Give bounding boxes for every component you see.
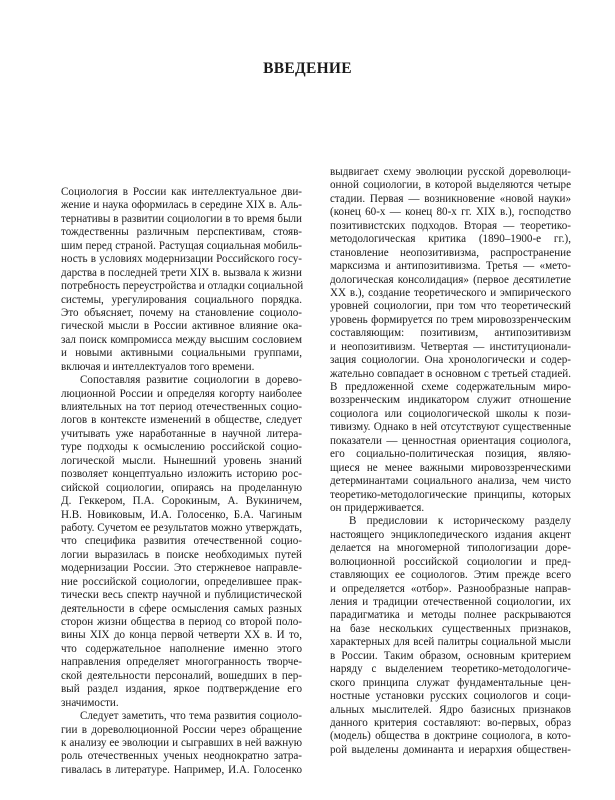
- text-line: альных мыслителей. Ядро базисных признаков: [330, 703, 571, 716]
- text-line: работу. Сучетом ее результатов можно утверждать,: [61, 521, 302, 534]
- page-title: ВВЕДЕНИЕ: [263, 60, 352, 77]
- text-line: и неопозитивизм. Четвертая — институционали-: [330, 340, 571, 353]
- text-line: к анализу ее эволюции и сыгравших в ней важную: [61, 736, 302, 749]
- text-line: теоретико-методологические принципы, которых: [330, 488, 571, 501]
- text-line: детерминантами социального анализа, чем чисто: [330, 475, 571, 488]
- text-line: парадигматика и методы полнее раскрываются: [330, 609, 571, 622]
- text-line: вый раздел издания, яркое подтверждение его: [61, 683, 302, 696]
- text-line: щиеся не менее важными мировоззренческими: [330, 461, 571, 474]
- paragraph-start-line: В предисловии к историческому разделу: [349, 515, 571, 528]
- text-line: позитивистских подходов. Вторая — теоретико-: [330, 219, 571, 232]
- text-line: рой выделены доминанта и иерархия обществен-: [330, 743, 571, 756]
- text-line: сторон жизни общества в период со второй поло-: [61, 616, 302, 628]
- text-line: деятельности в сфере осмысления самых разных: [61, 602, 302, 615]
- text-line: влиятельных на тот период отечественных социо-: [61, 401, 302, 413]
- text-line: составляющим: позитивизм, антипозитивизм: [330, 327, 571, 340]
- text-line: характерных для всей палитры социальной мысли: [330, 636, 571, 649]
- text-line: сийской социологии, опираясь на проделанную: [61, 481, 302, 494]
- text-line: модернизации России. Это стержневое направле-: [61, 562, 302, 575]
- text-line: гической мысли в России активное влияние ока-: [61, 320, 302, 333]
- text-line: логов в контексте изменений в обществе, следует: [61, 414, 302, 427]
- text-line: что специфика развития отечественной социо-: [61, 535, 302, 548]
- text-line: Д. Геккером, П.А. Сорокиным, А. Вукиничем,: [61, 495, 302, 508]
- text-line: марксизма и антипозитивизма. Третья — «мето-: [330, 260, 571, 273]
- text-line: наряду с выделением теоретико-методологиче-: [330, 663, 571, 676]
- text-line: логии выразилась в поиске необходимых путей: [61, 548, 302, 561]
- text-line: системы, урегулирования социального порядка.: [61, 293, 302, 306]
- text-line: в России. Таким образом, основным критерием: [330, 649, 571, 662]
- text-line: туре подходы к осмыслению российской социо-: [61, 441, 302, 454]
- text-line: роль отечественных ученых неоднократно затра-: [61, 750, 302, 763]
- text-line: позволяет концептуально изложить историю рос-: [61, 468, 302, 481]
- text-line: и новыми активными социальными группами,: [61, 347, 302, 360]
- text-line: стадии. Первая — возникновение «новой науки»: [330, 192, 571, 205]
- text-line: гии в дореволюционной России через обращение: [61, 723, 302, 736]
- text-line: логической мысли. Нынешний уровень знаний: [61, 454, 302, 467]
- text-line: жательно совпадает в основном с третьей стадией.: [330, 367, 571, 380]
- text-line: ность в условиях модернизации Российского госу-: [61, 253, 302, 266]
- text-line: уровень формируется по трем мировоззренческим: [330, 313, 571, 326]
- text-line: что содержательное наполнение именно этого: [61, 642, 302, 655]
- paragraph-start-line: Следует заметить, что тема развития социоло-: [80, 710, 302, 723]
- text-line: В предложенной схеме содержательным миро-: [330, 381, 571, 393]
- text-line: вины XIX до конца первой четверти XX в. И то,: [61, 629, 302, 642]
- text-line: направления определяет многогранность творче-: [61, 656, 302, 669]
- text-line: ления и традиции отечественной социологии, их: [330, 596, 571, 608]
- text-line: (модель) общества в доктрине социолога, в кото-: [330, 730, 571, 743]
- text-line: гивалась в литературе. Например, И.А. Голосенко: [61, 763, 302, 776]
- text-line: Это объясняет, почему на становление социоло-: [61, 306, 302, 319]
- text-line: потребность переустройства и отладки социальной: [61, 280, 304, 293]
- left-text-column: [61, 186, 302, 777]
- text-line: включая и интеллектуалов того времени.: [61, 360, 255, 373]
- text-line: онной социологии, в которой выделяются четыре: [330, 179, 571, 192]
- text-line: на базе нескольких существенных признаков,: [330, 622, 571, 635]
- text-line: XX в.), создание теоретического и эмпирического: [330, 286, 571, 299]
- right-text-column: [330, 166, 571, 757]
- text-line: методологическая критика (1890–1900-е гг.),: [330, 233, 571, 246]
- text-line: значимости.: [61, 696, 119, 709]
- text-line: люционной России и определяя когорту наиболее: [61, 387, 302, 400]
- text-line: тически весь спектр научной и публицистической: [61, 589, 302, 602]
- text-line: ставляющих ее социологов. Этим прежде всего: [330, 569, 571, 582]
- text-line: он придерживается.: [330, 501, 425, 514]
- text-line: социолога или социологической школы к пози-: [330, 407, 571, 420]
- text-line: его социально-политическая позиция, являю-: [330, 448, 571, 461]
- text-line: Социология в России как интеллектуальное дви-: [61, 186, 302, 198]
- text-line: выдвигает схему эволюции русской дореволюци-: [330, 166, 571, 178]
- text-line: жение и наука оформилась в середине XIX в. Аль-: [61, 199, 302, 212]
- text-line: ского принципа служат фундаментальные цен-: [330, 676, 571, 689]
- text-line: (конец 60-х — конец 80-х гг. XIX в.), господство: [330, 206, 571, 219]
- text-line: зал поиск компромисса между высшим сословием: [61, 333, 302, 346]
- paragraph-start-line: Сопоставляя развитие социологии в дорево-: [80, 374, 302, 387]
- text-line: и определяется «отбор». Разнообразные направ-: [330, 582, 571, 595]
- text-line: данного критерия составляют: во-первых, образ: [330, 716, 571, 729]
- text-line: уровней социологии, при том что теоретический: [330, 300, 571, 313]
- text-line: дологическая консолидация» (первое десятилетие: [330, 273, 571, 286]
- text-line: тернативы в развитии социологии в то время были: [61, 212, 302, 225]
- text-line: показатели — ценностная ориентация социолога,: [330, 434, 571, 447]
- text-line: делается на многомерной типологизации доре-: [330, 542, 571, 555]
- text-line: тождественны различным перспективам, стояв-: [61, 226, 302, 239]
- text-line: учитывать уже наработанные в научной литера-: [61, 427, 302, 440]
- text-line: ностные установки русских социологов и соци-: [330, 690, 571, 703]
- text-line: воззренческим индикатором служит отношение: [330, 394, 571, 407]
- text-line: Н.В. Новиковым, И.А. Голосенко, Б.А. Чагиным: [61, 508, 302, 521]
- text-line: ние российской социологии, определившее прак-: [61, 575, 302, 588]
- text-line: волюционной российской социологии и пред-: [330, 555, 571, 568]
- text-line: становление неопозитивизма, распространение: [330, 246, 571, 259]
- text-line: зация социологии. Она хронологически и содер-: [330, 354, 571, 367]
- text-line: шим перед страной. Растущая социальная мобиль-: [61, 239, 302, 252]
- text-line: дарства в последней трети XIX в. вызвала к жизни: [61, 266, 302, 279]
- text-line: настоящего энциклопедического издания акцент: [330, 528, 571, 541]
- text-line: тивизму. Однако в ней отсутствуют существенные: [330, 421, 571, 434]
- text-line: ской деятельности персоналий, вошедших в пер-: [61, 669, 302, 682]
